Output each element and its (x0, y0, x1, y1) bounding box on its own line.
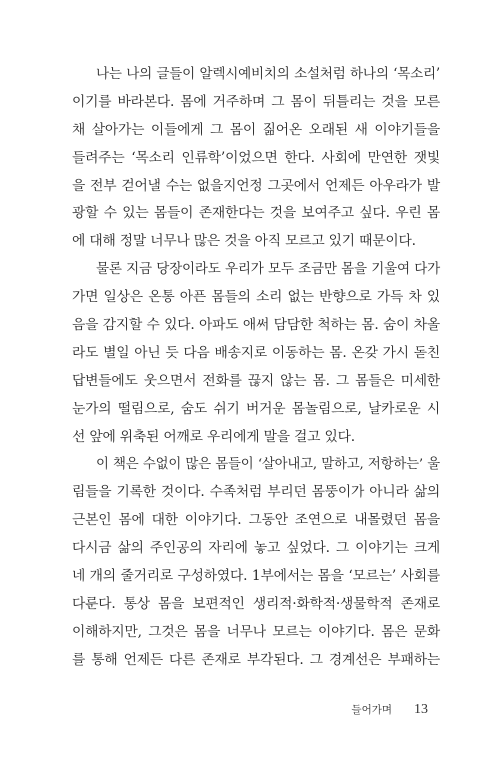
text-line: 근본인 몸에 대한 이야기다. 그동안 조연으로 내몰렸던 몸을 (72, 512, 440, 529)
text-line: 나는 나의 글들이 알렉시예비치의 소설처럼 하나의 ‘목소리’ (96, 66, 440, 82)
text-line: 를 통해 언제든 다른 존재로 부각된다. 그 경계선은 부패하는 (72, 651, 440, 668)
text-line: 들려주는 ‘목소리 인류학’이었으면 한다. 사회에 만연한 잿빛 (72, 149, 440, 166)
text-line: 광할 수 있는 몸들이 존재한다는 것을 보여주고 싶다. 우린 몸 (72, 205, 440, 222)
text-line: 눈가의 떨림으로, 숨도 쉬기 버거운 몸놀림으로, 날카로운 시 (72, 400, 440, 417)
text-line: 음을 감지할 수 있다. 아파도 애써 담담한 척하는 몸. 숨이 차올 (72, 317, 440, 334)
text-line: 에 대해 정말 너무나 많은 것을 아직 모르고 있기 때문이다. (72, 233, 416, 250)
text-line: 네 개의 줄거리로 구성하였다. 1부에서는 몸을 ‘모르는’ 사회를 (72, 568, 440, 585)
text-line: 선 앞에 위축된 어깨로 우리에게 말을 걸고 있다. (72, 428, 355, 445)
page-number: 13 (414, 702, 428, 717)
text-line: 림들을 기록한 것이다. 수족처럼 부리던 몸뚱이가 아니라 삶의 (72, 484, 440, 501)
text-line: 을 전부 걷어낼 수는 없을지언정 그곳에서 언제든 아우라가 발 (72, 177, 440, 194)
text-line: 물론 지금 당장이라도 우리가 모두 조금만 몸을 기울여 다가 (96, 261, 440, 278)
text-line: 다룬다. 통상 몸을 보편적인 생리적·화학적·생물학적 존재로 (72, 595, 440, 612)
text-line: 라도 별일 아닌 듯 다음 배송지로 이동하는 몸. 온갖 가시 돋친 (72, 344, 440, 361)
text-line: 답변들에도 웃으면서 전화를 끊지 않는 몸. 그 몸들은 미세한 (72, 372, 440, 389)
text-line: 이 책은 수없이 많은 몸들이 ‘살아내고, 말하고, 저항하는’ 울 (96, 457, 440, 473)
text-line: 이해하지만, 그것은 몸을 너무나 모르는 이야기다. 몸은 문화 (72, 623, 440, 640)
text-line: 가면 일상은 온통 아픈 몸들의 소리 없는 반향으로 가득 차 있 (72, 289, 440, 306)
running-head: 들어가며 (351, 704, 392, 716)
text-line: 다시금 삶의 주인공의 자리에 놓고 싶었다. 그 이야기는 크게 (72, 540, 440, 557)
text-line: 이기를 바라본다. 몸에 거주하며 그 몸이 뒤틀리는 것을 모른 (72, 93, 440, 110)
page-footer (351, 702, 428, 718)
text-line: 채 살아가는 이들에게 그 몸이 짊어온 오래된 새 이야기들을 (72, 121, 440, 138)
body-text (72, 61, 440, 675)
